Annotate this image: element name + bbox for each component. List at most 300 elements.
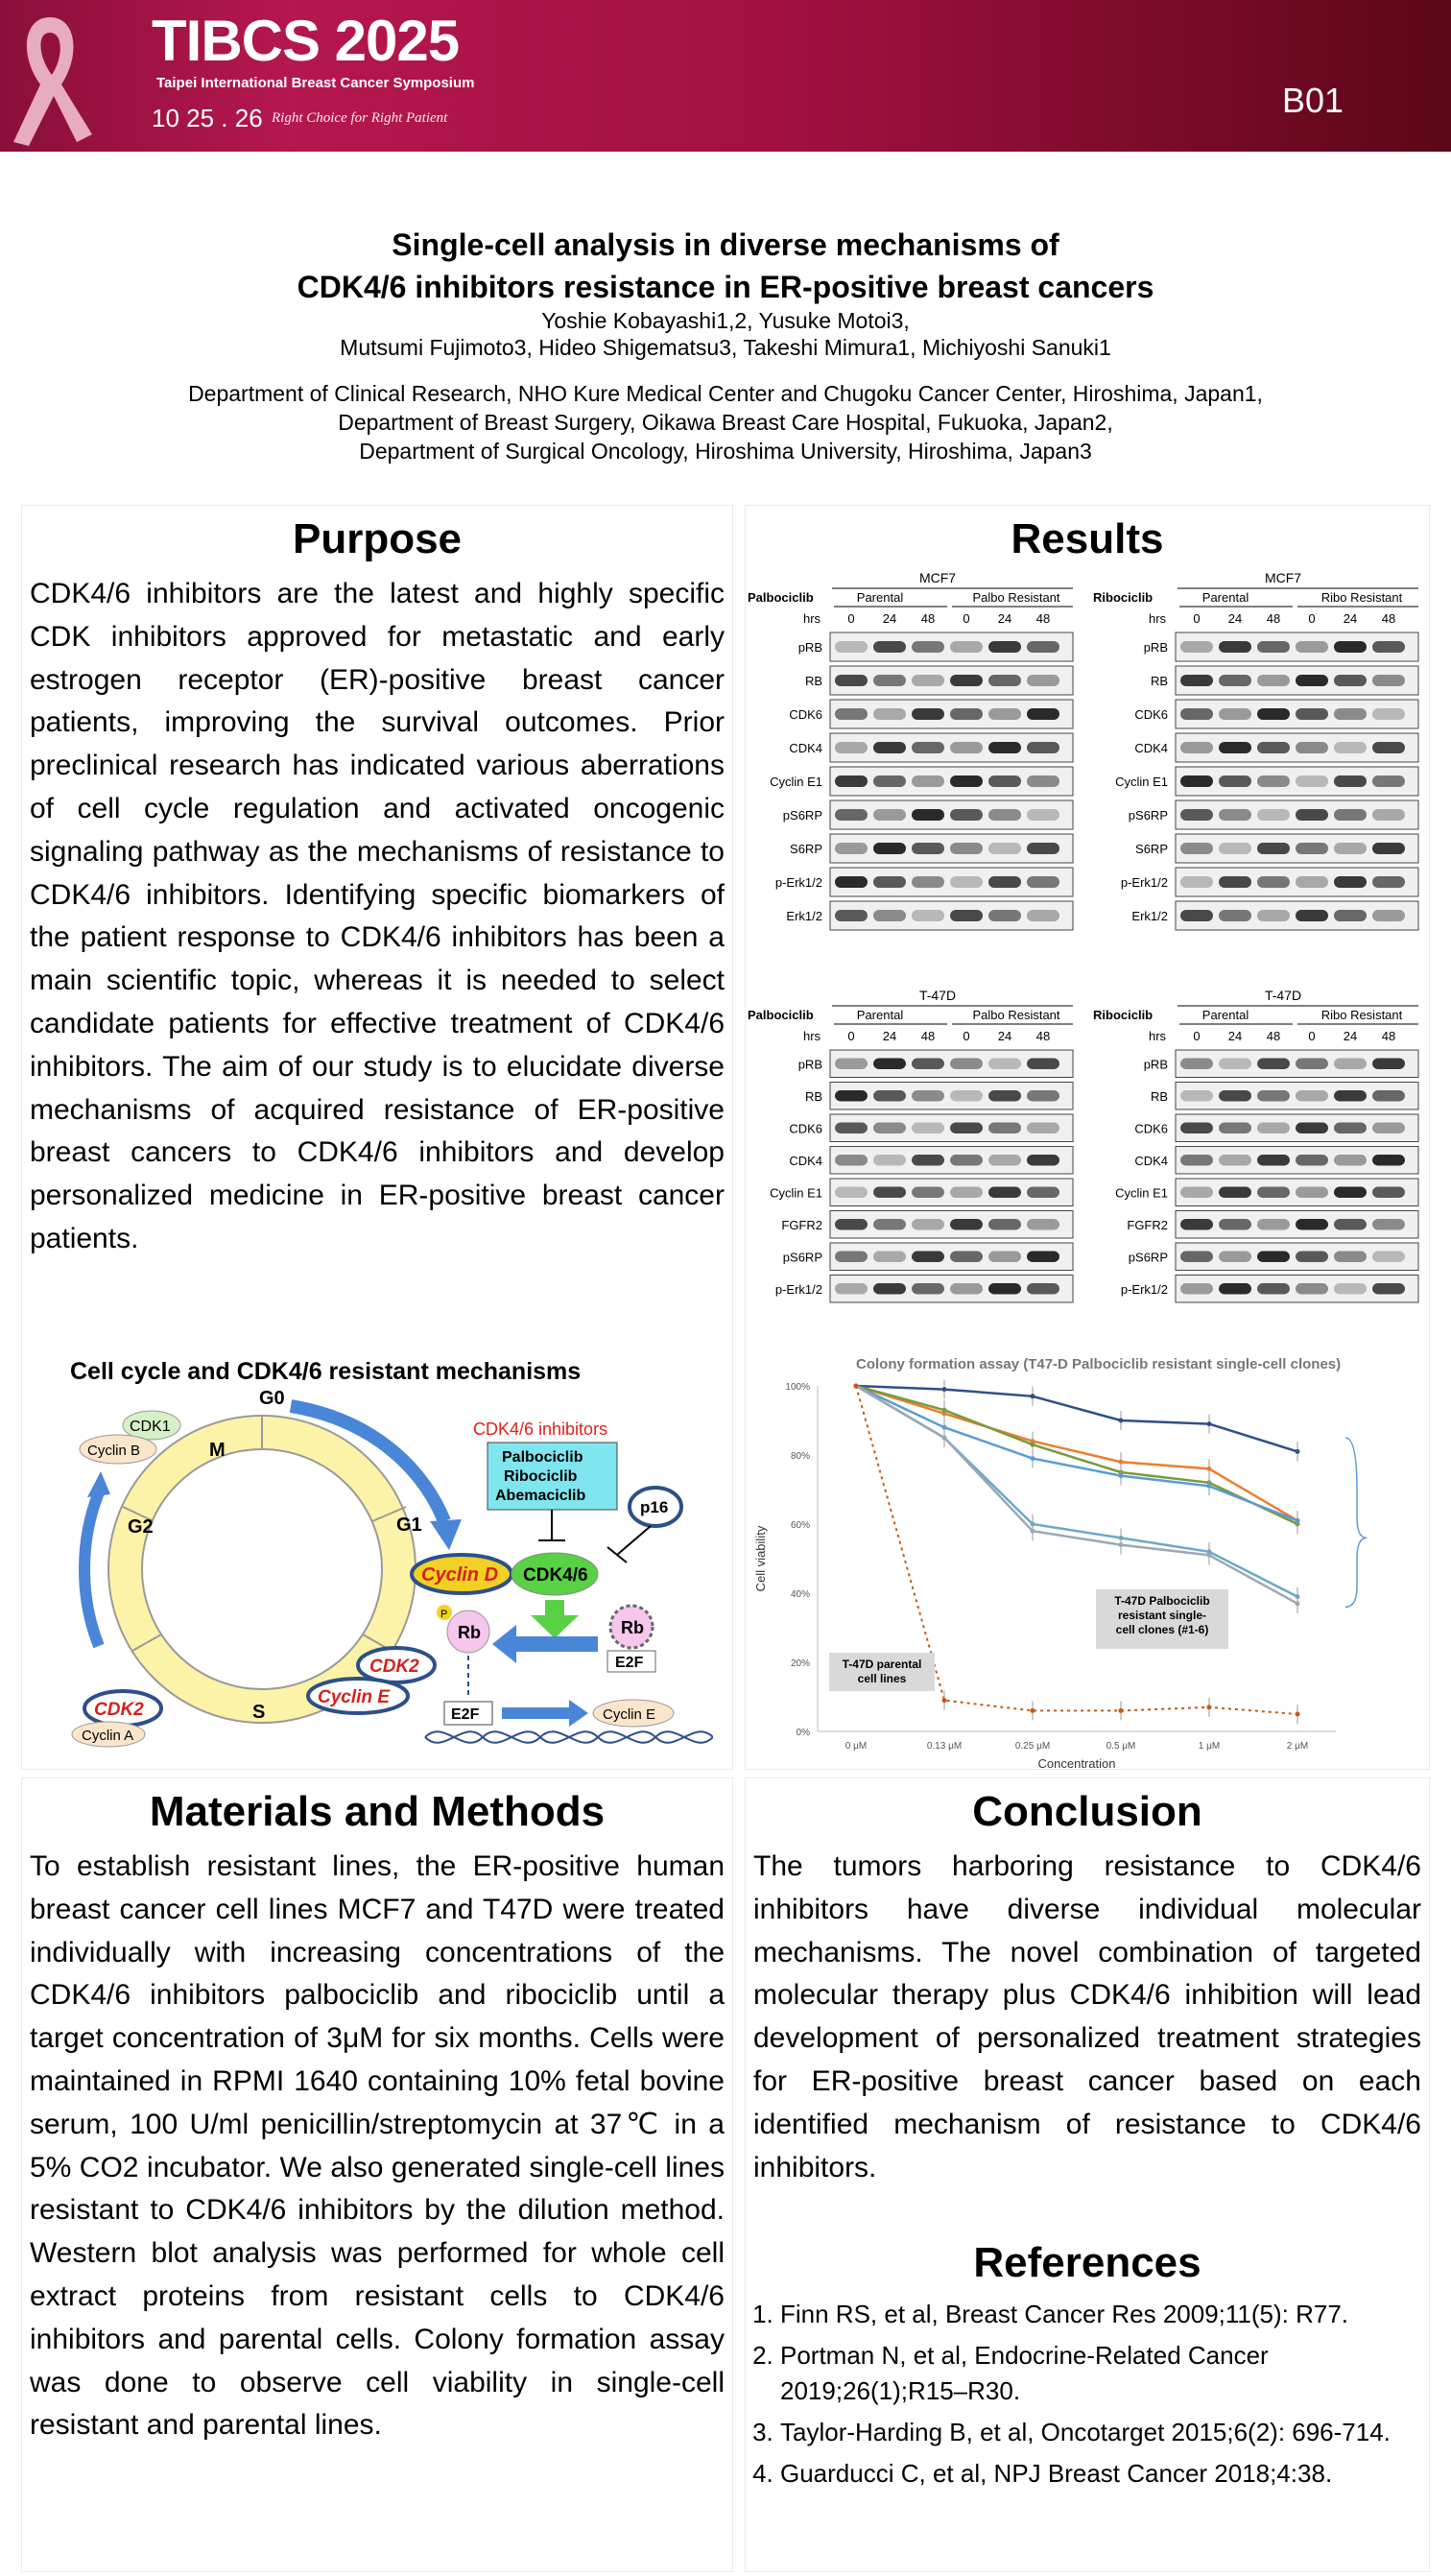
blot-resistant-label: Palbo Resistant [972,590,1060,605]
blot-band [1219,876,1251,888]
blot-band [950,775,983,787]
affiliation-line-2: Department of Breast Surgery, Oikawa Breast Care Hospital, Fukuoka, Japan2, [338,410,1113,435]
blot-band [1219,1252,1251,1262]
data-point [1031,1443,1035,1447]
data-point [1119,1473,1124,1478]
title-line-1: Single-cell analysis in diverse mechanisms of [392,227,1059,262]
blot-time-label: 48 [1035,1029,1051,1043]
blot-band [873,876,906,888]
methods-text: To establish resistant lines, the ER-positive human breast cancer cell lines MCF7 and T47D were treated individually with increasing concentrations of the CDK4/6 inhibitors palbociclib and ribociclib until a target concentration of 3μM for six months. Cells were maintained in RPMI 1640 containing 10% fetal bovine serum, 100 U/ml penicillin/streptomycin at 37℃ in a 5% CO2 incubator. We also generated single-cell lines resistant to CDK4/6 inhibitors by the dilution method. Western blot analysis was performed for whole cell extract proteins from resistant cells to CDK4/6 inhibitors and parental cells. Colony formation assay was done to observe cell viability in single-cell resistant and parental lines. [30,1850,725,2442]
blot-band [950,641,983,653]
blot-time-label: 0 [963,1029,970,1043]
blot-band [1257,910,1290,921]
blot-band [1027,1090,1059,1101]
blot-band [950,675,983,686]
blot-band [1219,843,1251,854]
blot-band [1334,1187,1367,1198]
resistant-annotation-text: cell clones (#1-6) [1115,1623,1209,1636]
blot-band [950,1187,983,1198]
logo-tagline: Right Choice for Right Patient [272,110,448,126]
blot-band [1334,876,1367,888]
data-point [942,1698,947,1703]
blot-band [835,742,868,753]
blot-band [873,742,906,753]
methods-panel [21,1777,733,2572]
blot-band [1027,1059,1059,1069]
clones-bracket [1345,1438,1367,1607]
blot-band [1334,1283,1367,1294]
blot-band [835,708,868,720]
blot-band [988,876,1021,888]
data-point [1207,1467,1212,1471]
p16-label: p16 [640,1498,669,1516]
blot-time-label: 48 [1266,611,1281,626]
blot-band [835,675,868,686]
blot-band [835,1059,868,1069]
blot-band [988,1090,1021,1101]
blot-band [1372,1187,1405,1198]
blot-protein-label: pRB [1143,640,1168,655]
data-point [1031,1529,1035,1534]
rb-label: Rb [458,1623,481,1642]
blot-band [912,809,944,821]
blot-band [988,675,1021,686]
blot-band [950,809,983,821]
blot-band [1219,910,1251,921]
blot-band [1296,641,1328,653]
blot-time-label: 24 [882,1029,897,1043]
blot-band [1219,775,1251,787]
blot-protein-label: p-Erk1/2 [774,875,822,890]
blot-band [1027,1187,1059,1198]
blot-band [1027,742,1059,753]
blot-band [1257,1090,1290,1101]
blot-band [1257,742,1290,753]
blot-band [1334,1155,1367,1165]
blot-band [1372,910,1405,921]
blot-band [1296,742,1328,753]
blot-protein-label: pS6RP [1128,808,1168,823]
affiliation-line-3: Department of Surgical Oncology, Hiroshima University, Hiroshima, Japan3 [359,439,1092,464]
blot-band [912,1090,944,1101]
blot-band [950,1219,983,1229]
blot-band [1372,1059,1405,1069]
blot-band [912,775,944,787]
phase-g1: G1 [396,1515,422,1536]
blot-band [1257,1059,1290,1069]
blot-band [1334,910,1367,921]
blot-band [1257,1123,1290,1133]
y-tick-label: 100% [785,1382,810,1393]
methods-heading: Materials and Methods [149,1788,606,1835]
blot-band [988,1252,1021,1262]
blot-band [988,1187,1021,1198]
blot-protein-label: Erk1/2 [786,909,822,923]
blot-band [835,1219,868,1229]
blot-time-label: 0 [1308,1029,1316,1043]
reference-item: 2. Portman N, et al, Endocrine-Related Cancer 2019;26(1);R15–R30. [780,2338,1415,2409]
blot-band [1334,708,1367,720]
blot-band [1180,809,1213,821]
e2f-label: E2F [451,1706,480,1723]
western-blot-4 [1091,990,1422,1315]
blot-band [950,1123,983,1133]
blot-protein-label: Cyclin E1 [1115,775,1168,789]
blot-band [1180,675,1213,686]
blot-band [1219,1187,1251,1198]
blot-band [1219,1090,1251,1101]
blot-band [1257,1155,1290,1165]
blot-band [1372,1090,1405,1101]
blot-band [1372,1123,1405,1133]
blot-protein-label: pS6RP [1128,1250,1168,1265]
blot-band [835,1283,868,1294]
blot-band [1027,1219,1059,1229]
x-axis-label: Concentration [1037,1756,1116,1768]
blot-protein-label: p-Erk1/2 [774,1281,822,1297]
blot-time-label: 24 [1227,611,1243,626]
authors [0,307,1451,361]
blot-band [912,1059,944,1069]
blot-band [1219,1123,1251,1133]
blot-band [988,742,1021,753]
blot-band [1296,1059,1328,1069]
blot-band [1180,1219,1213,1229]
blot-protein-label: CDK4 [789,1153,822,1168]
data-point [1296,1449,1300,1454]
blot-band [873,843,906,854]
x-tick-label: 0 μM [844,1741,868,1752]
blot-band [835,1155,868,1165]
data-point [1031,1394,1035,1398]
phase-s: S [252,1702,266,1723]
blot-protein-label: CDK4 [1134,1153,1168,1168]
poster-code: B01 [1282,81,1344,120]
blot-band [988,1059,1021,1069]
colony-chart-title: Colony formation assay (T47-D Palbociclib resistant single-cell clones) [856,1356,1342,1372]
blot-band [1180,1283,1213,1294]
blot-time-label: 24 [882,611,897,626]
data-point [1119,1708,1124,1713]
y-tick-label: 0% [796,1728,810,1738]
results-heading: Results [1011,515,1164,562]
blot-band [873,708,906,720]
blot-band [912,675,944,686]
blot-band [1219,742,1251,753]
cyclin-d-label: Cyclin D [421,1564,499,1586]
blot-band [1296,910,1328,921]
blot-protein-label: p-Erk1/2 [1120,875,1168,890]
blot-band [912,1155,944,1165]
blot-band [1180,1155,1213,1165]
blot-band [1180,742,1213,753]
blot-protein-label: S6RP [790,842,822,856]
blot-band [912,742,944,753]
blot-band [912,843,944,854]
phase-g2: G2 [128,1516,154,1538]
x-tick-label: 1 μM [1198,1741,1221,1752]
blot-drug-label: Ribociclib [1093,1008,1154,1022]
blot-hrs-label: hrs [1149,1029,1167,1043]
data-point [1296,1601,1300,1606]
pink-ribbon-logo [4,8,96,148]
header-banner [0,0,1451,152]
blot-drug-label: Palbociclib [748,1008,814,1022]
cell-cycle-diagram [60,1387,713,1752]
blot-band [912,1252,944,1262]
blot-band [912,708,944,720]
blot-band [1027,1252,1059,1262]
resistant-annotation-text: resistant single- [1117,1609,1207,1622]
blot-band [1372,742,1405,753]
blot-band [1180,708,1213,720]
blot-band [1334,641,1367,653]
blot-band [1180,775,1213,787]
blot-protein-label: CDK6 [789,1121,822,1136]
references-list [753,2297,1415,2497]
blot-band [1027,775,1059,787]
blot-band [1296,1252,1328,1262]
cyclin-b-label: Cyclin B [87,1443,141,1459]
blot-band [1296,1155,1328,1165]
blot-band [1027,708,1059,720]
blot-band [835,1090,868,1101]
western-blot-3 [746,990,1077,1315]
blot-band [988,1219,1021,1229]
reference-item: 3. Taylor-Harding B, et al, Oncotarget 2015;6(2): 696-714. [780,2415,1415,2450]
data-point [1207,1705,1212,1709]
blot-resistant-label: Palbo Resistant [972,1008,1060,1022]
logo-date: 10 25 . 26 [152,104,263,132]
blot-band [1372,641,1405,653]
results-panel [745,505,1430,1770]
blot-protein-label: CDK6 [1134,1121,1168,1136]
blot-hrs-label: hrs [803,611,821,626]
y-tick-label: 60% [790,1520,810,1531]
blot-time-label: 24 [997,611,1012,626]
blot-band [873,775,906,787]
blot-band [873,1123,906,1133]
drug-palbociclib: Palbociclib [502,1449,583,1466]
blot-band [873,675,906,686]
data-point [1031,1456,1035,1461]
purpose-panel [21,505,733,1770]
blot-time-label: 48 [1266,1029,1281,1043]
blot-band [1219,1219,1251,1229]
blot-protein-label: pRB [797,640,822,655]
blot-protein-label: RB [804,1088,822,1104]
x-tick-label: 0.5 μM [1106,1741,1136,1752]
blot-time-label: 0 [847,1029,855,1043]
blot-band [988,843,1021,854]
data-point [1207,1421,1212,1426]
references-heading: References [973,2239,1201,2286]
blot-band [950,1252,983,1262]
blot-band [1257,843,1290,854]
blot-protein-label: Cyclin E1 [770,775,822,789]
purpose-heading: Purpose [292,515,463,562]
blot-band [1372,843,1405,854]
cyclin-e-label: Cyclin E [318,1687,390,1707]
blot-band [1296,1187,1328,1198]
blot-resistant-label: Ribo Resistant [1320,1008,1403,1022]
blot-band [1296,708,1328,720]
blot-band [950,910,983,921]
blot-protein-label: RB [1150,674,1168,688]
blot-time-label: 48 [1381,1029,1396,1043]
cdk2-left-label: CDK2 [94,1700,144,1720]
blot-band [950,843,983,854]
blot-time-label: 48 [1035,611,1051,626]
western-blot-2 [1091,573,1422,942]
affiliation-line-1: Department of Clinical Research, NHO Kure Medical Center and Chugoku Cancer Center, Hiroshima, Japan1, [188,381,1263,406]
blot-band [988,775,1021,787]
data-point [854,1384,859,1389]
blot-parental-label: Parental [1201,1008,1249,1022]
blot-band [1219,1155,1251,1165]
blot-band [988,1155,1021,1165]
conclusion-text: The tumors harboring resistance to CDK4/6 inhibitors have diverse individual molecular mechanisms. The novel combination of targeted molecular therapy plus CDK4/6 inhibition will lead development of personalized treatment strategies for ER-positive breast cancer based on each identified mechanism of resistance to CDK4/6 inhibitors. [753,1850,1421,2183]
blot-band [873,1059,906,1069]
blot-time-label: 0 [1193,611,1201,626]
blot-protein-label: Cyclin E1 [770,1185,822,1201]
data-point [1119,1542,1124,1547]
blot-band [873,1219,906,1229]
blot-band [950,1283,983,1294]
western-blot-1 [746,573,1077,942]
blot-protein-label: CDK6 [1134,707,1168,722]
blot-protein-label: S6RP [1135,842,1168,856]
blot-band [1372,809,1405,821]
blot-band [912,1187,944,1198]
blot-band [1334,775,1367,787]
blot-band [988,910,1021,921]
cdk46-label: CDK4/6 [523,1565,588,1586]
blot-cell-line: MCF7 [918,573,957,585]
blot-band [835,775,868,787]
blot-band [835,809,868,821]
blot-band [1257,641,1290,653]
colony-formation-chart [746,1374,1429,1768]
data-point [942,1436,947,1441]
conclusion-panel [745,1777,1430,2572]
blot-band [835,1123,868,1133]
reference-item: 4. Guarducci C, et al, NPJ Breast Cancer 2018;4:38. [780,2456,1415,2492]
blot-protein-label: FGFR2 [1127,1217,1168,1232]
blot-time-label: 48 [1381,611,1396,626]
blot-band [1257,675,1290,686]
data-point [1031,1708,1035,1713]
blot-band [1027,876,1059,888]
blot-band [1180,1059,1213,1069]
affiliations [0,379,1451,465]
blot-band [1296,1219,1328,1229]
authors-line-1: Yoshie Kobayashi1,2, Yusuke Motoi3, [541,308,910,333]
series-line-1 [856,1386,1297,1451]
cdk1-label: CDK1 [130,1419,171,1435]
blot-band [1334,1252,1367,1262]
y-axis-label: Cell viability [753,1525,768,1592]
blot-band [912,1123,944,1133]
blot-band [1027,1123,1059,1133]
data-point [1119,1419,1124,1423]
blot-band [1180,641,1213,653]
blot-band [1027,910,1059,921]
blot-band [873,1090,906,1101]
blot-band [912,910,944,921]
blot-protein-label: Cyclin E1 [1115,1185,1168,1201]
blot-band [1219,809,1251,821]
blot-band [1180,1252,1213,1262]
blot-band [1296,775,1328,787]
cyclin-e-gene-label: Cyclin E [603,1706,656,1723]
cell-cycle-title: Cell cycle and CDK4/6 resistant mechanisms [70,1358,582,1385]
g2-m-arrow [84,1492,99,1646]
blot-time-label: 0 [847,611,855,626]
blot-band [950,1090,983,1101]
blot-protein-label: pRB [797,1057,822,1072]
purpose-text: CDK4/6 inhibitors are the latest and highly specific CDK inhibitors approved for metastatic and early estrogen receptor (ER)-positive breast cancer patients, improving the survival outcomes. Prior preclinical research has indicated various aberrations of cell cycle regulation and activated oncogenic signaling pathway as the mechanisms of resistance to CDK4/6 inhibitors. Identifying specific biomarkers of the patient response to CDK4/6 inhibitors has been a main scientific topic, whereas it is needed to select candidate patients for effective treatment of CDK4/6 inhibitors. The aim of our study is to elucidate diverse mechanisms of acquired resistance of ER-positive breast cancers to CDK4/6 inhibitors and develop personalized medicine in ER-positive breast cancer patients. [30,578,725,1254]
blot-band [1296,843,1328,854]
blot-band [1372,708,1405,720]
blot-band [1372,1283,1405,1294]
blot-band [1219,708,1251,720]
blot-band [1219,1059,1251,1069]
blot-band [1219,1283,1251,1294]
blot-band [1334,1219,1367,1229]
blot-band [1334,1090,1367,1101]
logo-title: TIBCS 2025 [152,9,460,73]
blot-band [1334,809,1367,821]
blot-parental-label: Parental [856,590,904,605]
cyclin-a-label: Cyclin A [82,1728,134,1744]
blot-band [950,742,983,753]
rb-bound-label: Rb [621,1618,644,1637]
blot-parental-label: Parental [1201,590,1249,605]
blot-band [835,1252,868,1262]
blot-band [1334,1059,1367,1069]
blot-time-label: 48 [920,1029,936,1043]
blot-band [1372,1252,1405,1262]
data-point [1207,1484,1212,1489]
phase-m: M [209,1440,226,1461]
blot-band [835,910,868,921]
blot-band [1027,809,1059,821]
blot-protein-label: RB [1150,1088,1168,1104]
y-tick-label: 80% [790,1451,810,1462]
blot-band [912,876,944,888]
blot-band [873,641,906,653]
blot-band [1257,809,1290,821]
data-point [1296,1712,1300,1717]
blot-band [1296,876,1328,888]
blot-time-label: 24 [1343,1029,1358,1043]
blot-band [912,1219,944,1229]
blot-band [1180,1090,1213,1101]
drug-abemaciclib: Abemaciclib [495,1488,586,1504]
blot-band [1372,1155,1405,1165]
blot-band [1372,876,1405,888]
blot-band [873,1252,906,1262]
reference-item: 1. Finn RS, et al, Breast Cancer Res 2009;11(5): R77. [780,2297,1415,2332]
blot-band [1372,675,1405,686]
blot-band [1296,675,1328,686]
e2f-bound-label: E2F [615,1655,644,1671]
blot-band [835,1187,868,1198]
blot-band [835,843,868,854]
parental-annotation-text: cell lines [857,1672,907,1685]
blot-band [950,708,983,720]
